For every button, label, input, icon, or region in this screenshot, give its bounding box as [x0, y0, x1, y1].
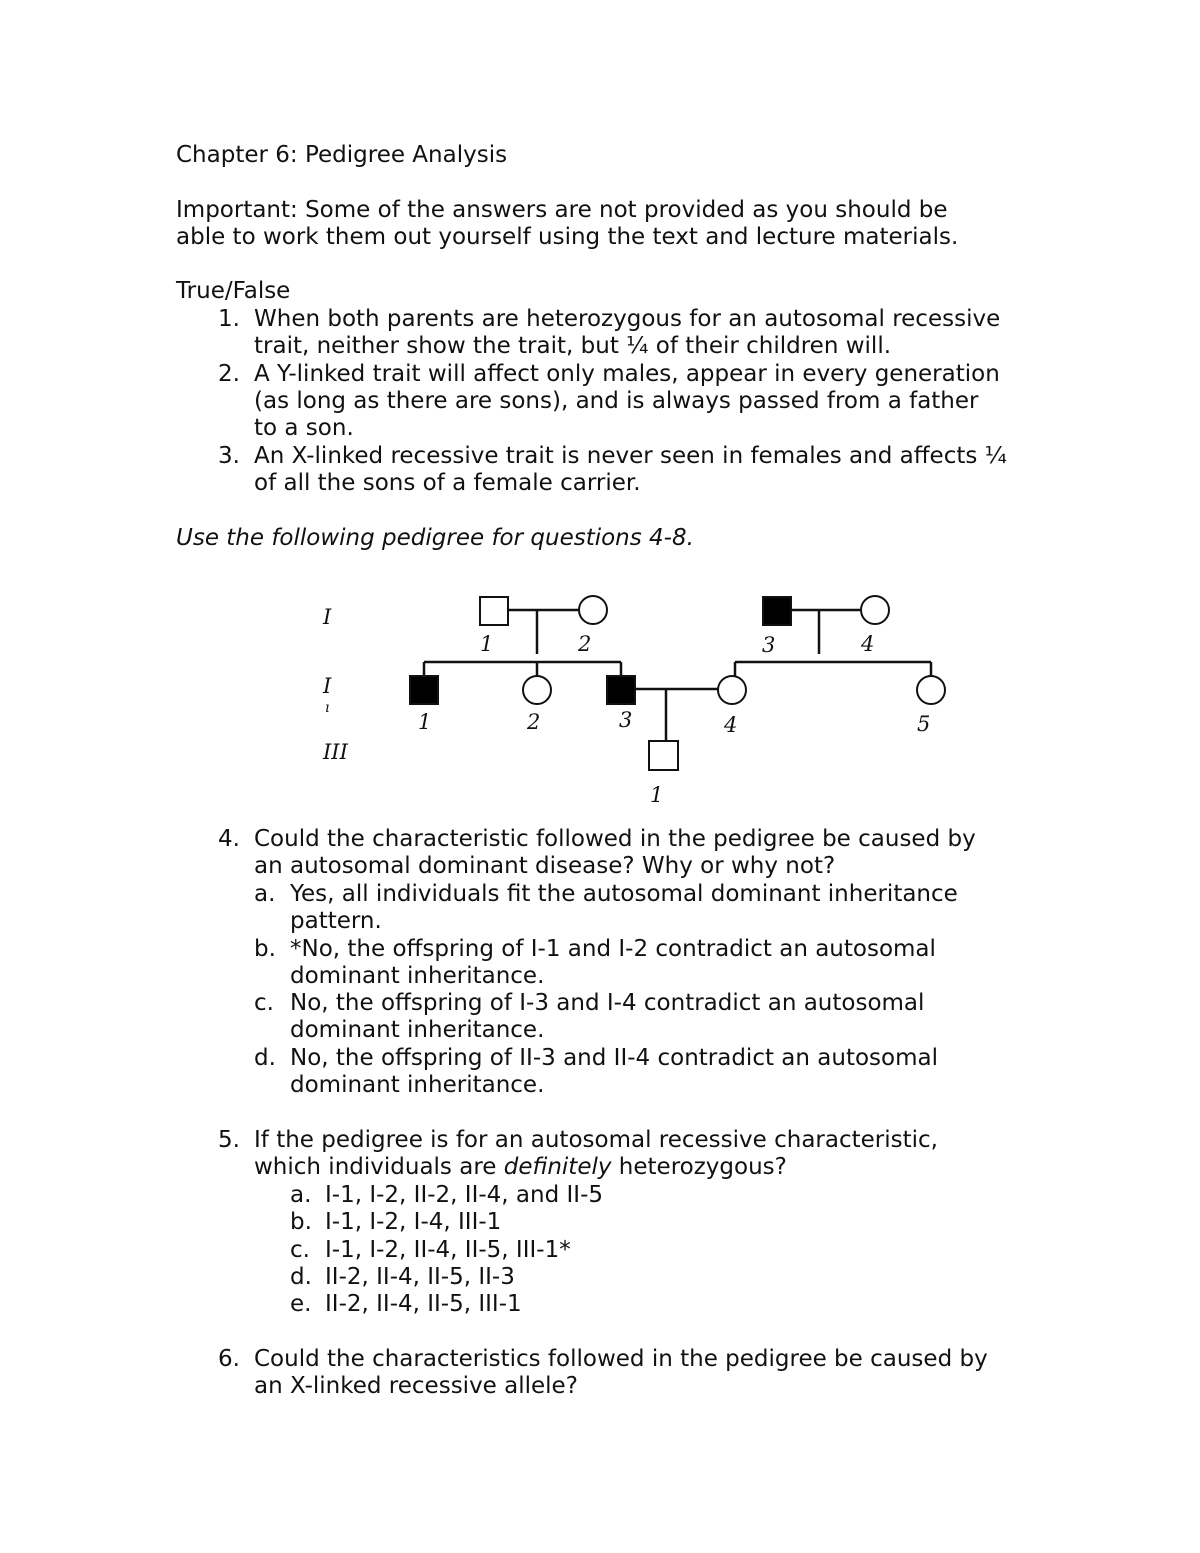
- q5-option-letter: d.: [290, 1264, 312, 1290]
- individual-II-5-unaffected-female: [917, 676, 945, 704]
- important-note-line-1: Important: Some of the answers are not provided as you should be: [176, 197, 948, 223]
- q4-option-letter: b.: [254, 936, 276, 962]
- important-note-line-2: able to work them out yourself using the text and lecture materials.: [176, 224, 959, 250]
- q5-emphasis: definitely: [503, 1154, 612, 1180]
- generation-label-I: I: [323, 605, 332, 629]
- q4-line-2: an autosomal dominant disease? Why or why not?: [254, 853, 836, 879]
- individual-II-2-unaffected-female: [523, 676, 551, 704]
- individual-II-4-unaffected-female: [718, 676, 746, 704]
- q4-option-letter: a.: [254, 881, 276, 907]
- pedigree-intro: Use the following pedigree for questions 4-8.: [176, 525, 694, 551]
- label-III-1: 1: [650, 783, 664, 807]
- individual-II-3-affected-male: [607, 676, 635, 704]
- q4-option-d-line-1: No, the offspring of II-3 and II-4 contradict an autosomal: [290, 1045, 938, 1071]
- label-I-4: 4: [861, 632, 875, 656]
- label-I-1: 1: [480, 632, 494, 656]
- label-II-2: 2: [527, 710, 541, 734]
- individual-II-1-affected-male: [410, 676, 438, 704]
- generation-label-III: III: [323, 740, 348, 764]
- generation-label-II-tick: ı: [325, 700, 330, 716]
- label-II-1: 1: [418, 710, 432, 734]
- tf-item-2-line-1: A Y-linked trait will affect only males, appear in every generation: [254, 361, 1000, 387]
- tf-item-2-line-3: to a son.: [254, 415, 354, 441]
- label-I-3: 3: [762, 633, 776, 657]
- q5-option-e: II-2, II-4, II-5, III-1: [325, 1291, 522, 1317]
- q6-line-1: Could the characteristics followed in the pedigree be caused by: [254, 1346, 988, 1372]
- q6-line-2: an X-linked recessive allele?: [254, 1373, 578, 1399]
- tf-item-number: 3.: [218, 443, 240, 469]
- label-I-2: 2: [578, 632, 592, 656]
- tf-item-3-line-1: An X-linked recessive trait is never seen in females and affects ¼: [254, 443, 1007, 469]
- q4-option-letter: d.: [254, 1045, 276, 1071]
- q4-option-c-line-2: dominant inheritance.: [290, 1017, 545, 1043]
- q5-line-2-post: heterozygous?: [611, 1154, 787, 1180]
- tf-item-2-line-2: (as long as there are sons), and is always passed from a father: [254, 388, 979, 414]
- label-II-4: 4: [724, 713, 738, 737]
- tf-item-1-line-2: trait, neither show the trait, but ¼ of their children will.: [254, 333, 892, 359]
- q5-option-a: I-1, I-2, II-2, II-4, and II-5: [325, 1182, 603, 1208]
- pedigree-lines: [424, 610, 931, 741]
- q4-option-a-line-1: Yes, all individuals fit the autosomal dominant inheritance: [290, 881, 958, 907]
- individual-I-3-affected-male: [763, 597, 791, 625]
- q5-option-letter: c.: [290, 1237, 310, 1263]
- true-false-heading: True/False: [176, 278, 291, 304]
- q5-option-letter: a.: [290, 1182, 312, 1208]
- label-II-3: 3: [619, 708, 633, 732]
- tf-item-1-line-1: When both parents are heterozygous for an autosomal recessive: [254, 306, 1001, 332]
- q4-option-a-line-2: pattern.: [290, 908, 382, 934]
- q5-option-b: I-1, I-2, I-4, III-1: [325, 1209, 502, 1235]
- label-II-5: 5: [917, 712, 931, 736]
- question-number: 5.: [218, 1127, 240, 1153]
- q5-line-2-pre: which individuals are: [254, 1154, 504, 1180]
- q4-line-1: Could the characteristic followed in the pedigree be caused by: [254, 826, 976, 852]
- tf-item-number: 1.: [218, 306, 240, 332]
- q5-line-1: If the pedigree is for an autosomal recessive characteristic,: [254, 1127, 938, 1153]
- individual-I-2-unaffected-female: [579, 596, 607, 624]
- q4-option-d-line-2: dominant inheritance.: [290, 1072, 545, 1098]
- individual-I-4-unaffected-female: [861, 596, 889, 624]
- q4-option-letter: c.: [254, 990, 274, 1016]
- q5-option-letter: b.: [290, 1209, 312, 1235]
- q4-option-b-line-2: dominant inheritance.: [290, 963, 545, 989]
- page-title: Chapter 6: Pedigree Analysis: [176, 142, 508, 168]
- q5-line-2: [254, 1154, 787, 1181]
- individual-I-1-unaffected-male: [480, 597, 508, 625]
- q5-option-c: I-1, I-2, II-4, II-5, III-1*: [325, 1237, 571, 1263]
- question-number: 4.: [218, 826, 240, 852]
- q4-option-c-line-1: No, the offspring of I-3 and I-4 contradict an autosomal: [290, 990, 925, 1016]
- q5-option-d: II-2, II-4, II-5, II-3: [325, 1264, 515, 1290]
- individual-III-1-unaffected-male: [649, 741, 678, 770]
- q4-option-b-line-1: *No, the offspring of I-1 and I-2 contradict an autosomal: [290, 936, 936, 962]
- q5-option-letter: e.: [290, 1291, 312, 1317]
- tf-item-3-line-2: of all the sons of a female carrier.: [254, 470, 641, 496]
- tf-item-number: 2.: [218, 361, 240, 387]
- question-number: 6.: [218, 1346, 240, 1372]
- generation-label-II-part1: I: [323, 674, 332, 698]
